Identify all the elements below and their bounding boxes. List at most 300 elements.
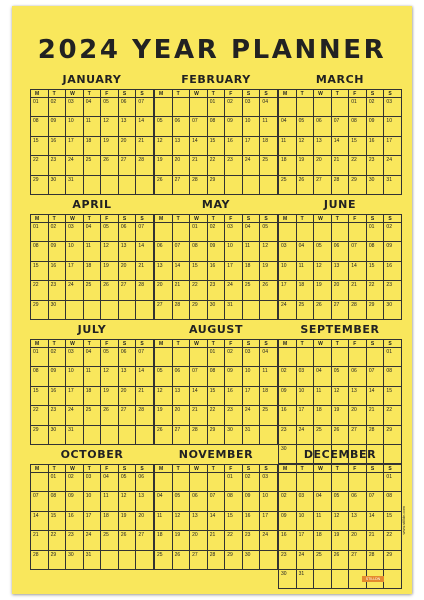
day-cell: 06: [119, 348, 137, 367]
day-cell: 22: [208, 406, 226, 425]
day-cell: 24: [84, 531, 102, 550]
day-cell: 13: [349, 512, 367, 531]
day-cell: 01: [349, 98, 367, 117]
day-cell: 03: [297, 492, 315, 511]
day-cell: 19: [332, 531, 350, 550]
day-cell: 04: [243, 223, 261, 242]
weekday-header: M: [155, 90, 173, 98]
day-cell: 04: [155, 492, 173, 511]
day-cell: 14: [332, 137, 350, 156]
day-cell: 19: [332, 406, 350, 425]
day-cell: 22: [31, 156, 49, 175]
month-grid: [30, 339, 154, 445]
day-cell: [173, 98, 191, 117]
day-cell: 22: [49, 531, 67, 550]
day-cell: 04: [260, 98, 278, 117]
day-cell: 02: [243, 473, 261, 492]
day-cell: 02: [49, 348, 67, 367]
day-cell: [136, 551, 154, 570]
day-cell: 25: [260, 406, 278, 425]
day-cell: 16: [279, 406, 297, 425]
day-cell: [332, 223, 350, 242]
day-cell: 27: [190, 551, 208, 570]
day-cell: 07: [208, 492, 226, 511]
day-cell: [332, 98, 350, 117]
day-cell: 10: [297, 387, 315, 406]
weekday-header: S: [119, 90, 137, 98]
day-cell: 16: [49, 137, 67, 156]
day-cell: 03: [66, 98, 84, 117]
day-cell: 20: [119, 137, 137, 156]
weekday-header: S: [384, 90, 402, 98]
day-cell: 25: [243, 281, 261, 300]
day-cell: 18: [314, 531, 332, 550]
page-title: 2024 YEAR PLANNER: [37, 35, 387, 65]
weekday-header: T: [84, 465, 102, 473]
day-cell: 11: [243, 242, 261, 261]
day-cell: 05: [260, 223, 278, 242]
day-cell: 28: [190, 426, 208, 445]
day-cell: 15: [384, 387, 402, 406]
weekday-header: W: [66, 90, 84, 98]
day-cell: 18: [84, 137, 102, 156]
day-cell: [101, 426, 119, 445]
day-cell: 09: [384, 242, 402, 261]
weekday-header: F: [225, 215, 243, 223]
day-cell: 15: [31, 262, 49, 281]
weekday-header: T: [49, 340, 67, 348]
day-cell: 10: [297, 512, 315, 531]
day-cell: 10: [66, 242, 84, 261]
day-cell: 08: [208, 367, 226, 386]
weekday-header: S: [260, 465, 278, 473]
weekday-header: T: [208, 465, 226, 473]
month-january: [30, 72, 154, 195]
day-cell: 20: [173, 156, 191, 175]
day-cell: 03: [384, 98, 402, 117]
day-cell: 29: [31, 301, 49, 320]
day-cell: 23: [225, 406, 243, 425]
day-cell: 11: [101, 492, 119, 511]
weekday-header: F: [225, 465, 243, 473]
day-cell: 28: [136, 156, 154, 175]
day-cell: 28: [367, 426, 385, 445]
day-cell: 08: [31, 367, 49, 386]
day-cell: 02: [384, 223, 402, 242]
day-cell: 08: [31, 117, 49, 136]
day-cell: [332, 348, 350, 367]
day-cell: 03: [243, 348, 261, 367]
month-name: MAY: [201, 198, 231, 211]
day-cell: [136, 176, 154, 195]
day-cell: 21: [349, 281, 367, 300]
day-cell: 31: [84, 551, 102, 570]
day-cell: 27: [349, 426, 367, 445]
weekday-header: S: [260, 215, 278, 223]
day-cell: 11: [260, 117, 278, 136]
day-cell: 02: [66, 473, 84, 492]
month-october: [30, 447, 154, 570]
weekday-header: T: [208, 90, 226, 98]
day-cell: 23: [208, 281, 226, 300]
month-grid: [30, 89, 154, 195]
day-cell: 18: [260, 387, 278, 406]
weekday-header: T: [173, 465, 191, 473]
day-cell: [119, 426, 137, 445]
weekday-header: M: [155, 465, 173, 473]
day-cell: [332, 473, 350, 492]
day-cell: 09: [208, 242, 226, 261]
day-cell: 06: [119, 98, 137, 117]
day-cell: 10: [66, 367, 84, 386]
day-cell: 18: [155, 531, 173, 550]
day-cell: 09: [243, 492, 261, 511]
day-cell: 15: [31, 137, 49, 156]
day-cell: 22: [367, 281, 385, 300]
day-cell: 20: [155, 281, 173, 300]
day-cell: 06: [190, 492, 208, 511]
month-may: [154, 197, 278, 320]
day-cell: [155, 98, 173, 117]
day-cell: 14: [349, 262, 367, 281]
day-cell: 15: [208, 137, 226, 156]
day-cell: 13: [119, 367, 137, 386]
day-cell: 16: [66, 512, 84, 531]
weekday-header: F: [349, 215, 367, 223]
day-cell: [243, 176, 261, 195]
weekday-header: T: [208, 340, 226, 348]
day-cell: 17: [66, 137, 84, 156]
day-cell: 29: [384, 551, 402, 570]
day-cell: 03: [279, 242, 297, 261]
day-cell: 08: [208, 117, 226, 136]
day-cell: [279, 223, 297, 242]
month-name: SEPTEMBER: [300, 323, 380, 336]
weekday-header: F: [349, 465, 367, 473]
day-cell: [349, 473, 367, 492]
day-cell: 19: [297, 156, 315, 175]
day-cell: 15: [225, 512, 243, 531]
weekday-header: T: [49, 465, 67, 473]
day-cell: 11: [84, 242, 102, 261]
day-cell: 24: [279, 301, 297, 320]
day-cell: 17: [297, 406, 315, 425]
day-cell: 26: [101, 406, 119, 425]
day-cell: 05: [314, 242, 332, 261]
day-cell: 13: [173, 137, 191, 156]
day-cell: 12: [332, 387, 350, 406]
day-cell: 20: [349, 531, 367, 550]
day-cell: 28: [367, 551, 385, 570]
day-cell: 14: [208, 512, 226, 531]
weekday-header: T: [332, 90, 350, 98]
day-cell: 07: [190, 117, 208, 136]
day-cell: 26: [101, 156, 119, 175]
day-cell: 26: [101, 281, 119, 300]
day-cell: [84, 176, 102, 195]
day-cell: [173, 348, 191, 367]
day-cell: 27: [173, 426, 191, 445]
day-cell: [173, 473, 191, 492]
month-december: [278, 447, 402, 589]
website-text: www.stilldn.com: [401, 505, 406, 534]
day-cell: 08: [225, 492, 243, 511]
day-cell: 22: [384, 531, 402, 550]
weekday-header: F: [101, 465, 119, 473]
day-cell: 27: [119, 156, 137, 175]
day-cell: 14: [173, 262, 191, 281]
day-cell: 31: [225, 301, 243, 320]
day-cell: 11: [297, 262, 315, 281]
day-cell: 13: [349, 387, 367, 406]
day-cell: 17: [66, 262, 84, 281]
day-cell: 15: [367, 262, 385, 281]
weekday-header: T: [332, 465, 350, 473]
day-cell: 20: [136, 512, 154, 531]
day-cell: 02: [208, 223, 226, 242]
day-cell: 07: [367, 492, 385, 511]
month-name: JANUARY: [62, 73, 122, 86]
day-cell: 26: [332, 426, 350, 445]
weekday-header: T: [84, 90, 102, 98]
weekday-header: F: [349, 90, 367, 98]
weekday-header: S: [243, 465, 261, 473]
day-cell: 24: [384, 156, 402, 175]
day-cell: 31: [297, 570, 315, 589]
day-cell: 24: [297, 551, 315, 570]
day-cell: 24: [260, 531, 278, 550]
weekday-header: F: [349, 340, 367, 348]
weekday-header: S: [367, 215, 385, 223]
weekday-header: W: [190, 90, 208, 98]
day-cell: 21: [367, 531, 385, 550]
weekday-header: T: [297, 215, 315, 223]
day-cell: [101, 176, 119, 195]
day-cell: 06: [173, 367, 191, 386]
day-cell: 29: [208, 426, 226, 445]
day-cell: 26: [155, 426, 173, 445]
day-cell: 19: [101, 137, 119, 156]
month-august: [154, 322, 278, 445]
weekday-header: M: [155, 215, 173, 223]
weekday-header: W: [190, 465, 208, 473]
day-cell: 14: [367, 387, 385, 406]
weekday-header: M: [31, 465, 49, 473]
weekday-header: T: [173, 340, 191, 348]
weekday-header: T: [332, 340, 350, 348]
month-grid: [278, 214, 402, 320]
day-cell: 28: [31, 551, 49, 570]
day-cell: 21: [173, 281, 191, 300]
weekday-header: M: [31, 90, 49, 98]
day-cell: 04: [297, 242, 315, 261]
day-cell: 13: [332, 262, 350, 281]
day-cell: 31: [66, 426, 84, 445]
day-cell: [119, 301, 137, 320]
month-name: OCTOBER: [60, 448, 124, 461]
weekday-header: T: [49, 215, 67, 223]
day-cell: 16: [225, 387, 243, 406]
day-cell: 26: [155, 176, 173, 195]
day-cell: 12: [155, 387, 173, 406]
day-cell: 25: [279, 176, 297, 195]
day-cell: 10: [384, 117, 402, 136]
day-cell: 05: [173, 492, 191, 511]
weekday-header: M: [31, 340, 49, 348]
day-cell: 23: [225, 156, 243, 175]
weekday-header: T: [297, 340, 315, 348]
day-cell: 05: [119, 473, 137, 492]
weekday-header: S: [384, 340, 402, 348]
day-cell: 25: [84, 156, 102, 175]
day-cell: [31, 473, 49, 492]
day-cell: 04: [279, 117, 297, 136]
month-grid: [154, 89, 278, 195]
month-november: [154, 447, 278, 570]
weekday-header: T: [84, 340, 102, 348]
day-cell: [297, 348, 315, 367]
day-cell: 07: [136, 223, 154, 242]
day-cell: [314, 348, 332, 367]
day-cell: [314, 473, 332, 492]
day-cell: 30: [384, 301, 402, 320]
day-cell: 10: [84, 492, 102, 511]
day-cell: 15: [31, 387, 49, 406]
month-name: JUNE: [323, 198, 357, 211]
day-cell: 20: [119, 262, 137, 281]
day-cell: 21: [367, 406, 385, 425]
weekday-header: S: [367, 465, 385, 473]
year-planner-poster: [12, 6, 412, 594]
day-cell: 05: [155, 117, 173, 136]
day-cell: 15: [349, 137, 367, 156]
day-cell: 14: [190, 387, 208, 406]
day-cell: 30: [243, 551, 261, 570]
day-cell: 04: [314, 367, 332, 386]
day-cell: 14: [190, 137, 208, 156]
day-cell: 17: [84, 512, 102, 531]
weekday-header: S: [243, 215, 261, 223]
day-cell: 02: [225, 348, 243, 367]
day-cell: 04: [84, 348, 102, 367]
day-cell: 02: [279, 367, 297, 386]
day-cell: 31: [384, 176, 402, 195]
day-cell: 23: [49, 406, 67, 425]
day-cell: 30: [279, 445, 297, 464]
day-cell: 30: [279, 570, 297, 589]
day-cell: 22: [208, 156, 226, 175]
day-cell: 10: [66, 117, 84, 136]
month-name: JULY: [77, 323, 107, 336]
day-cell: 11: [84, 117, 102, 136]
day-cell: [279, 473, 297, 492]
day-cell: 19: [314, 281, 332, 300]
day-cell: 27: [119, 406, 137, 425]
day-cell: 09: [367, 117, 385, 136]
day-cell: 13: [314, 137, 332, 156]
weekday-header: W: [314, 90, 332, 98]
weekday-header: W: [66, 340, 84, 348]
day-cell: 30: [49, 301, 67, 320]
month-grid: [30, 214, 154, 320]
weekday-header: S: [136, 340, 154, 348]
day-cell: 03: [66, 223, 84, 242]
day-cell: 09: [279, 387, 297, 406]
day-cell: [384, 570, 402, 589]
weekday-header: T: [297, 90, 315, 98]
day-cell: 17: [384, 137, 402, 156]
day-cell: 06: [136, 473, 154, 492]
weekday-header: S: [367, 90, 385, 98]
day-cell: [101, 301, 119, 320]
day-cell: 19: [260, 262, 278, 281]
month-grid: [278, 89, 402, 195]
day-cell: 06: [349, 492, 367, 511]
day-cell: [173, 223, 191, 242]
day-cell: 18: [260, 137, 278, 156]
day-cell: 07: [31, 492, 49, 511]
day-cell: 22: [190, 281, 208, 300]
day-cell: 29: [31, 176, 49, 195]
day-cell: 30: [66, 551, 84, 570]
day-cell: 29: [367, 301, 385, 320]
weekday-header: M: [279, 90, 297, 98]
weekday-header: M: [155, 340, 173, 348]
day-cell: 16: [367, 137, 385, 156]
day-cell: 10: [243, 117, 261, 136]
day-cell: [243, 301, 261, 320]
day-cell: [101, 551, 119, 570]
day-cell: 18: [84, 387, 102, 406]
weekday-header: S: [260, 90, 278, 98]
day-cell: [260, 176, 278, 195]
month-june: [278, 197, 402, 320]
day-cell: 28: [349, 301, 367, 320]
weekday-header: S: [136, 215, 154, 223]
day-cell: 05: [101, 348, 119, 367]
day-cell: [260, 301, 278, 320]
day-cell: 09: [49, 117, 67, 136]
day-cell: 03: [260, 473, 278, 492]
day-cell: 22: [31, 281, 49, 300]
day-cell: 23: [279, 426, 297, 445]
day-cell: 29: [384, 426, 402, 445]
day-cell: 22: [349, 156, 367, 175]
day-cell: 05: [332, 367, 350, 386]
day-cell: 09: [279, 512, 297, 531]
weekday-header: F: [101, 215, 119, 223]
day-cell: 16: [384, 262, 402, 281]
weekday-header: F: [225, 90, 243, 98]
weekday-header: M: [31, 215, 49, 223]
weekday-header: S: [136, 90, 154, 98]
day-cell: 25: [314, 551, 332, 570]
day-cell: 11: [260, 367, 278, 386]
weekday-header: W: [314, 215, 332, 223]
day-cell: [119, 176, 137, 195]
day-cell: 23: [279, 551, 297, 570]
day-cell: 23: [49, 281, 67, 300]
month-february: [154, 72, 278, 195]
month-grid: [30, 464, 154, 570]
month-name: FEBRUARY: [181, 73, 251, 86]
day-cell: 08: [31, 242, 49, 261]
day-cell: 16: [208, 262, 226, 281]
day-cell: [155, 223, 173, 242]
day-cell: 31: [243, 426, 261, 445]
day-cell: 11: [314, 387, 332, 406]
day-cell: 16: [49, 262, 67, 281]
